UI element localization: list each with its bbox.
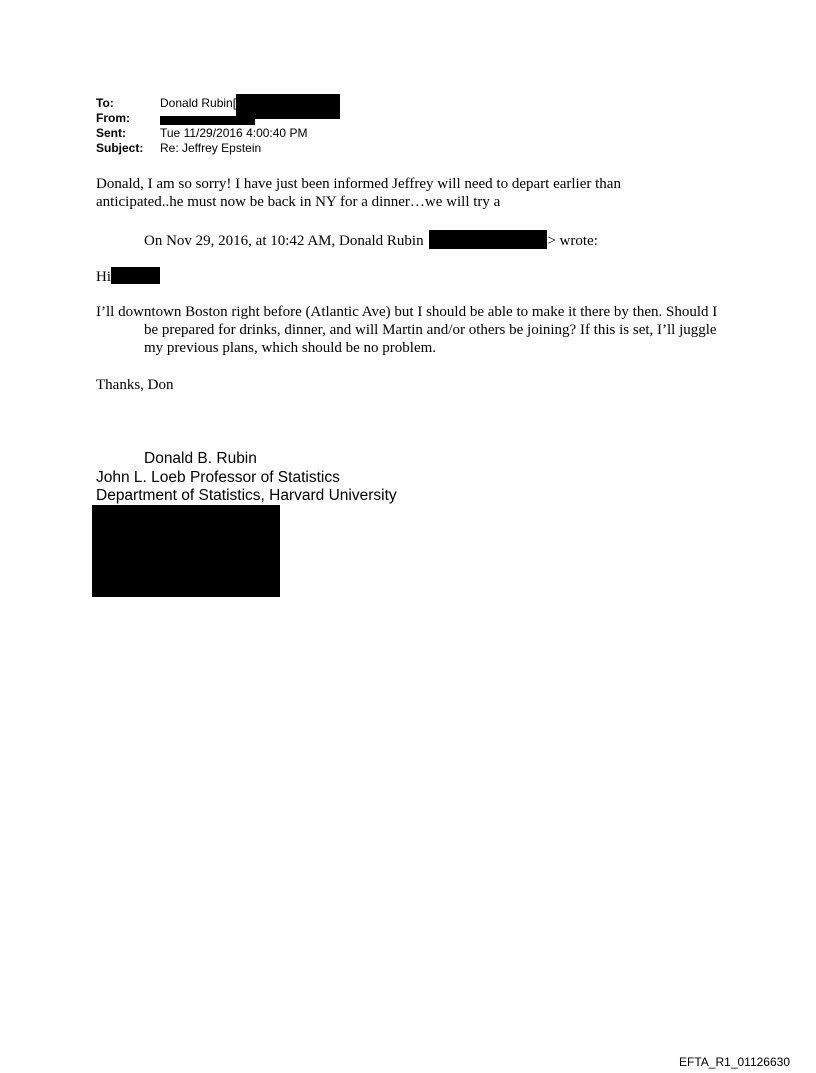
message-paragraph: I’ll downtown Boston right before (Atlantic Ave) but I should be able to make it there by then. Should I be prepared for drinks, dinner, and will Martin and/or others be joining? If this is set, I’ll juggle my previous plans, which should be no problem. — [96, 304, 718, 356]
quote-intro-prefix: On Nov 29, 2016, at 10:42 AM, Donald Rubin — [144, 233, 424, 249]
to-label: To: — [96, 96, 114, 110]
subject-label: Subject: — [96, 141, 144, 155]
redaction-box — [429, 230, 547, 249]
email-header — [96, 96, 340, 156]
sent-value: Tue 11/29/2016 4:00:40 PM — [160, 126, 308, 140]
redaction-box — [111, 267, 160, 284]
subject-value: Re: Jeffrey Epstein — [160, 141, 262, 155]
sent-label: Sent: — [96, 126, 126, 140]
to-value: Donald Rubin[ — [160, 96, 237, 110]
reply-text: Donald, I am so sorry! I have just been informed Jeffrey will need to depart earlier than anticipated..he must now be back in NY for a dinner…we will try a — [96, 176, 621, 210]
signature-title: John L. Loeb Professor of Statistics — [96, 468, 340, 486]
signature-department: Department of Statistics, Harvard University — [96, 487, 397, 504]
signature-name: Donald B. Rubin — [144, 450, 257, 467]
to-row — [96, 96, 340, 111]
sent-row — [96, 126, 340, 141]
greeting-line — [96, 267, 696, 286]
signature — [96, 450, 397, 506]
redaction-box — [92, 505, 280, 597]
document-id: EFTA_R1_01126630 — [679, 1055, 790, 1069]
greeting: Hi — [96, 269, 111, 285]
from-label: From: — [96, 111, 130, 125]
quote-intro-suffix: > wrote: — [547, 233, 598, 249]
closing: Thanks, Don — [96, 377, 174, 393]
redaction-box — [160, 116, 255, 125]
quote-intro — [96, 230, 744, 250]
subject-row — [96, 141, 340, 156]
